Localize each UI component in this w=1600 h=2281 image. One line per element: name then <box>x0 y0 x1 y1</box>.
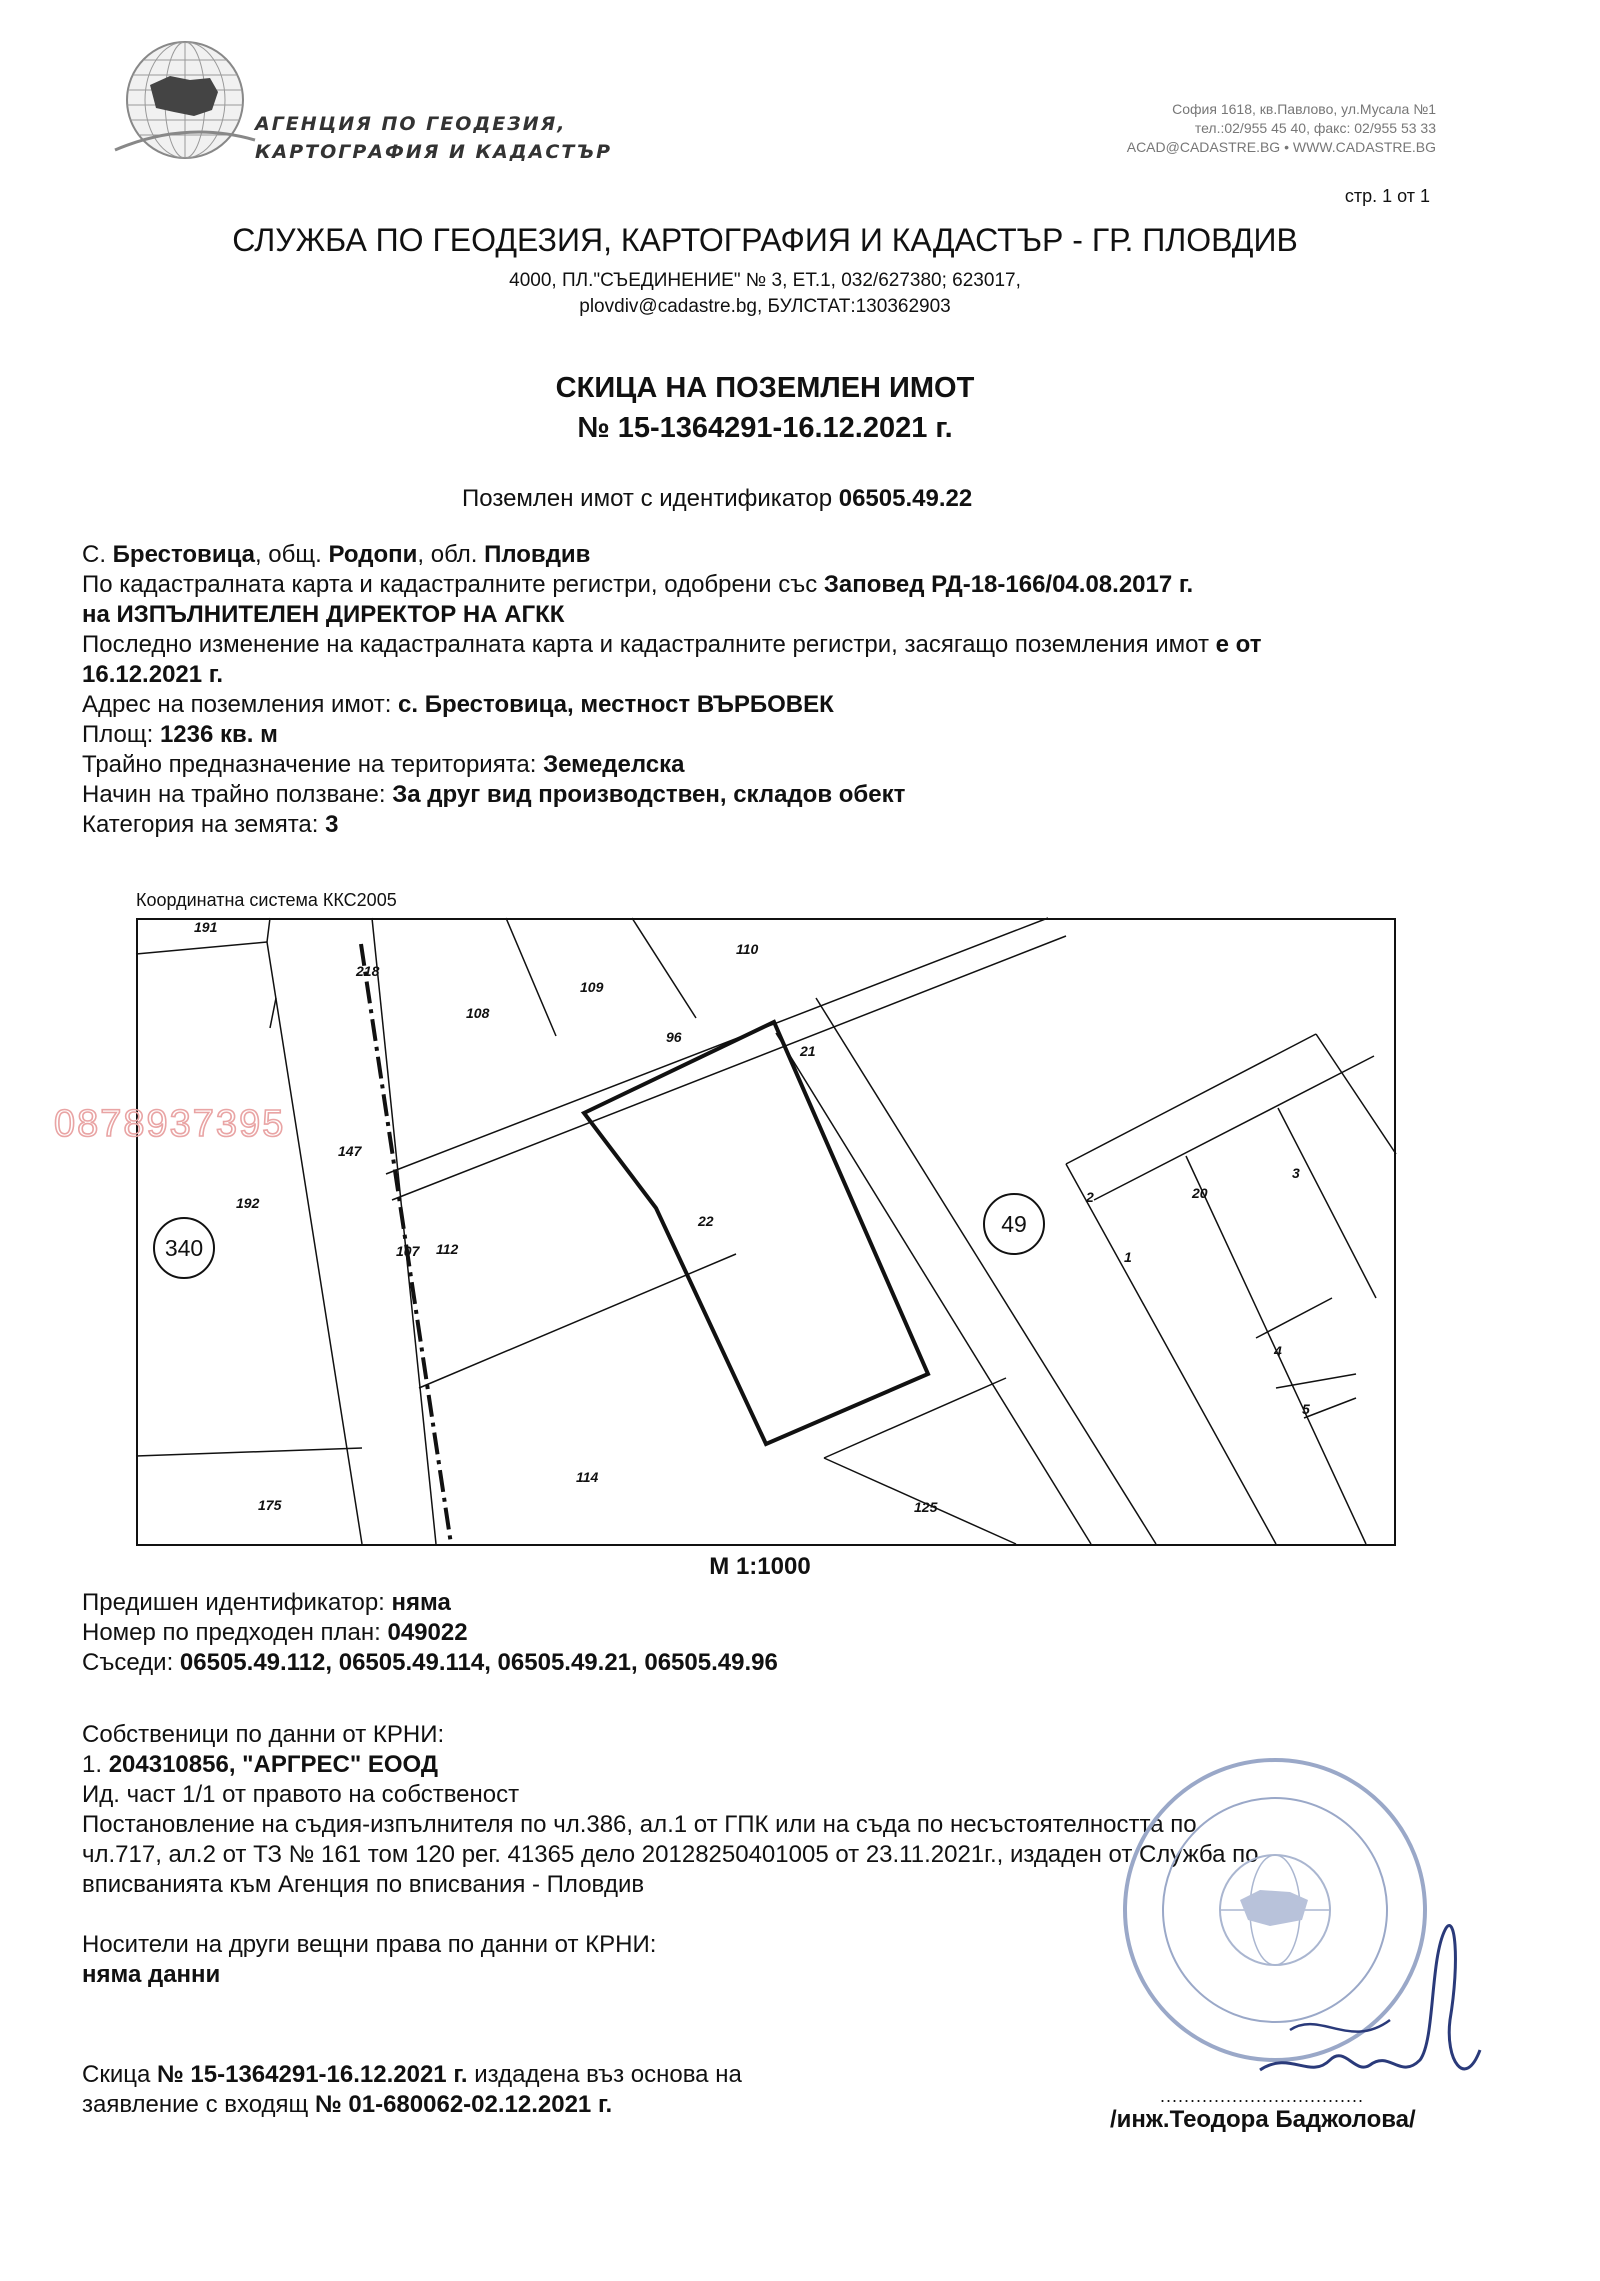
neighbors-line: Съседи: 06505.49.112, 06505.49.114, 06505.49.21, 06505.49.96 <box>82 1649 778 1676</box>
owner-item: 1. 204310856, "АРГРЕС" ЕООД <box>82 1751 438 1778</box>
approval-authority: на ИЗПЪЛНИТЕЛЕН ДИРЕКТОР НА АГКК <box>82 601 565 628</box>
agency-logo <box>110 40 260 190</box>
neighbors-value: 06505.49.112, 06505.49.114, 06505.49.21, 06505.49.96 <box>179 1649 778 1676</box>
owners-heading: Собственици по данни от КРНИ: <box>82 1721 445 1748</box>
label-21: 21 <box>800 1043 816 1059</box>
agency-name-line1: АГЕНЦИЯ ПО ГЕОДЕЗИЯ, <box>255 113 567 135</box>
address-line: Адрес на поземления имот: с. Брестовица, местност ВЪРБОВЕК <box>82 691 834 718</box>
previous-identifier-line: Предишен идентификатор: няма <box>82 1589 451 1616</box>
agency-name-line2: КАРТОГРАФИЯ И КАДАСТЪР <box>255 141 613 163</box>
footer-line-2: заявление с входящ № 01-680062-02.12.2021 г. <box>82 2091 613 2118</box>
owner-value: 204310856, "АРГРЕС" ЕООД <box>108 1751 438 1778</box>
decree-line-3: вписванията към Агенция по вписвания - Пловдив <box>82 1871 645 1898</box>
decree-line-2: чл.717, ал.2 от ТЗ № 161 том 120 рег. 41365 дело 20128250401005 от 23.11.2021г., издаден от Служба по <box>82 1841 1259 1868</box>
location-line: С. Брестовица, общ. Родопи, обл. Пловдив <box>82 541 591 568</box>
label-218: 218 <box>356 963 380 979</box>
settlement: Брестовица <box>112 541 255 568</box>
office-address: 4000, ПЛ."СЪЕДИНЕНИЕ" № 3, ЕТ.1, 032/627380; 623017, <box>509 270 1021 291</box>
contact-address: София 1618, кв.Павлово, ул.Мусала №1 <box>1172 101 1436 117</box>
coordinate-system: Координатна система ККС2005 <box>136 890 397 910</box>
label-110: 110 <box>736 941 759 957</box>
label-175: 175 <box>258 1497 282 1513</box>
address-value: с. Брестовица, местност ВЪРБОВЕК <box>398 691 834 718</box>
label-3: 3 <box>1292 1165 1300 1181</box>
usage-line: Начин на трайно ползване: За друг вид производствен, складов обект <box>82 781 906 808</box>
identifier-label: Поземлен имот с идентификатор <box>462 485 839 512</box>
label-109: 109 <box>580 979 604 995</box>
purpose-line: Трайно предназначение на територията: Земеделска <box>82 751 685 778</box>
signer-name: /инж.Теодора Баджолова/ <box>1110 2106 1416 2133</box>
label-191: 191 <box>194 919 218 935</box>
label-108: 108 <box>466 1005 490 1021</box>
label-5: 5 <box>1302 1401 1310 1417</box>
label-4: 4 <box>1274 1343 1282 1359</box>
region-label-340: 340 <box>164 1235 204 1261</box>
last-change-date: 16.12.2021 г. <box>82 661 224 688</box>
property-identifier <box>462 484 972 514</box>
label-114: 114 <box>576 1469 599 1485</box>
area-line: Площ: 1236 кв. м <box>82 721 278 748</box>
map-scale: М 1:1000 <box>709 1553 811 1580</box>
label-96: 96 <box>666 1029 682 1045</box>
office-contacts: plovdiv@cadastre.bg, БУЛСТАТ:130362903 <box>579 296 951 317</box>
approval-order: Заповед РД-18-166/04.08.2017 г. <box>823 571 1194 598</box>
label-112: 112 <box>436 1241 459 1257</box>
label-147: 147 <box>338 1143 362 1159</box>
cadastral-map <box>54 918 1396 1546</box>
decree-line-1: Постановление на съдия-изпълнителя по чл.386, ал.1 от ГПК или на съда по несъстоятелността по <box>82 1811 1197 1838</box>
region: Пловдив <box>484 541 591 568</box>
page-number: стр. 1 от 1 <box>1344 186 1430 206</box>
purpose-value: Земеделска <box>543 751 685 778</box>
other-rights-heading: Носители на други вещни права по данни от КРНИ: <box>82 1931 657 1958</box>
region-label-49: 49 <box>1001 1211 1027 1237</box>
signature-icon <box>1250 1900 1490 2110</box>
usage-value: За друг вид производствен, складов обект <box>392 781 906 808</box>
category-line: Категория на земята: 3 <box>82 811 339 838</box>
watermark-phone: 0878937395 <box>54 1103 286 1145</box>
approval-line: По кадастралната карта и кадастралните регистри, одобрени със Заповед РД-18-166/04.08.2017 г. <box>82 571 1194 598</box>
owner-share: Ид. част 1/1 от правото на собственост <box>82 1781 520 1808</box>
contact-phone: тел.:02/955 45 40, факс: 02/955 53 33 <box>1194 120 1436 136</box>
label-2: 2 <box>1086 1189 1094 1205</box>
label-192: 192 <box>236 1195 260 1211</box>
label-20: 20 <box>1192 1185 1208 1201</box>
footer-line-1: Скица № 15-1364291-16.12.2021 г. издадена въз основа на <box>82 2061 742 2088</box>
previous-plan-line: Номер по предходен план: 049022 <box>82 1619 468 1646</box>
municipality: Родопи <box>328 541 418 568</box>
area-value: 1236 кв. м <box>159 721 278 748</box>
document-title: СКИЦА НА ПОЗЕМЛЕН ИМОТ <box>555 372 975 404</box>
identifier-value: 06505.49.22 <box>838 485 973 512</box>
last-change-line: Последно изменение на кадастралната карта и кадастралните регистри, засягащо поземления имот е от <box>82 631 1262 658</box>
label-1: 1 <box>1124 1249 1132 1265</box>
label-22: 22 <box>698 1213 714 1229</box>
previous-identifier-value: няма <box>391 1589 451 1616</box>
contact-web: ACAD@CADASTRE.BG • WWW.CADASTRE.BG <box>1126 139 1436 155</box>
label-125: 125 <box>914 1499 938 1515</box>
label-107: 107 <box>396 1243 420 1259</box>
previous-plan-value: 049022 <box>387 1619 468 1646</box>
signature-dots: .................................. <box>1160 2086 1365 2106</box>
document-number: № 15-1364291-16.12.2021 г. <box>577 412 953 444</box>
other-rights-value: няма данни <box>82 1961 221 1988</box>
globe-logo-icon <box>110 40 260 190</box>
office-title: СЛУЖБА ПО ГЕОДЕЗИЯ, КАРТОГРАФИЯ И КАДАСТЪР - ГР. ПЛОВДИВ <box>232 222 1298 258</box>
category-value: 3 <box>325 811 339 838</box>
